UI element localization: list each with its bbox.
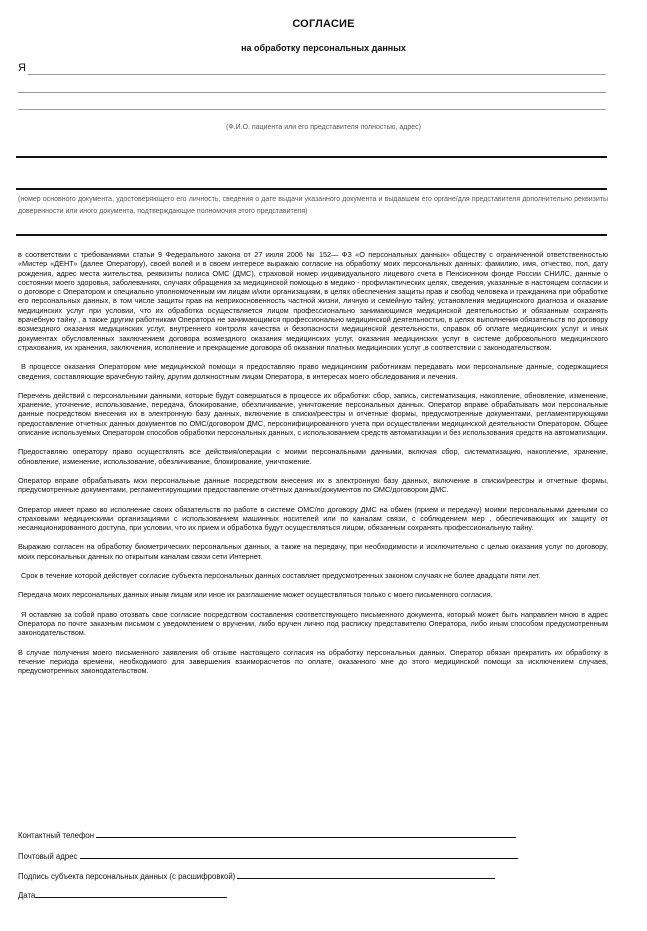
date-input-line[interactable] (35, 890, 227, 898)
phone-input-line[interactable] (96, 830, 516, 838)
paragraph: В процессе оказания Оператором мне медицинской помощи я предоставляю право медицинским работникам передавать мои персональные данные, содержащиеся сведения, составляющие врачебную тайну, другим должностным лицам Оператора, в интересах моего обследования и лечения. (18, 362, 608, 381)
address-label: Почтовый адрес (18, 852, 78, 861)
address-input-line[interactable] (80, 851, 518, 859)
phone-label: Контактный телефон (18, 831, 95, 840)
address-field (18, 851, 518, 861)
date-field (18, 890, 227, 900)
paragraph: в соответствии с требованиями статьи 9 Федерального закона от 27 июля 2006 № 152— ФЗ «О персональных данных» обществу с ограниченной ответственностью «Мистер «ДЕНТ» (далее Оператору), своей волей и в своем интересе выражаю согласие на обработку моих персональных данных: фамилию, имя, отчество, пол, дату рождения, адрес места жительства, реквизиты полиса ОМС (ДМС), страховой номер индивидуального лицевого счета в Пенсионном фонде России СНИЛС, данные о состоянии моего здоровья, заболеваниях, случаях обращения за медицинской помощью в медико - профилактических целях, сведения, указанные в настоящем согласии и о договоре с Оператором и специально уполномоченным им лицам и/или организациям, в целях обеспечения защиты прав и свобод человека и гражданина при обработке его персональных данных, в том числе защиты прав на неприкосновенность частной жизни, личную и семейную тайну, установления медицинского диагноза и оказание медицинских услуг при условии, что их обработка осуществляется лицом профессионально занимающимся медицинской деятельностью и обязанным сохранять врачебную тайну , а также другим работникам Оператора не занимающимся профессионально медицинской деятельностью, в целях выполнения обязательств по договору возмездного оказания медицинских услуг, внутреннего контроля качества и безопасности медицинской деятельности, справок об оплате медицинских услуг и иных документах обусловленных заключением договора возмездного оказания медицинских услуг, оказания медицинских услуг в системе добровольного медицинского страхования, их хранения, заключения, исполнение и прекращение договора об оказании платных медицинских услуг ,в соответствии с законодательством. (18, 250, 608, 352)
paragraph: Срок в течение которой действует согласие субъекта персональных данных составляет предусмотренных законом случаях не более двадцати пяти лет. (21, 571, 541, 581)
name-caption: (Ф.И.О. пациента или его представителя полностью, адрес) (226, 124, 421, 131)
ya-label: Я (18, 62, 26, 74)
paragraph: Выражаю согласен на обработку биометрических персональных данных, а также на передачу, при необходимости и исключительно с целью оказания услуг по договору, моих персональных данных по открытым каналам связи сети Интернет. (18, 542, 608, 561)
document-title: СОГЛАСИЕ (292, 18, 355, 30)
paragraph: В случае получения моего письменного заявления об отзыве настоящего согласия на обработку персональных данных. Оператор обязан прекратить их обработку в течение периода времени, необходимого для завершения взаиморасчетов по оплате, оказанного мне до этого медицинской помощи за исключением случаев, предусмотренных законодательством. (18, 647, 608, 676)
name-line-3[interactable] (18, 109, 606, 110)
paragraph: Оператор имеет право во исполнение своих обязательств по работе в системе ОМС/по договору ДМС на обмен (прием и передачу) моими персональными данными со страховыми медицинскими организациями с использованием машинных носителей или по каналам связи, с соблюдением мер , обеспечивающих их защиту от несанкционированного доступа, при условии, что их прием и обработка будут осуществляться лицом, обязанным сохранять профессиональную тайну. (18, 504, 608, 533)
paragraph: Перечень действий с персональными данными, которые будут совершаться в процессе их обработки: сбор, запись, систематизация, накопление, обновление, изменение, хранение, уточнение, использование, передача, блокирование, обезличивание, уничтожение персональных данных. Оператор вправе обрабатывать мои персональные данные посредством внесения их в электронную базу данных, включение в списки/реестры и отчетные формы, предусмотренные документами, регламентирующими предоставление отчетных данных документов по ОМС/договором ДМС, персонифицированного учета при осуществлении медицинской деятельности Оператором. Общее описание используемых Оператором способов обработки персональных данных, с использованием средств автоматизации и без использования средств на автоматизации. (18, 390, 608, 438)
document-line-2[interactable] (16, 188, 607, 190)
id-caption: (номер основного документа, удостоверяющего его личность, сведения о дате выдачи указанного документа и выдавшем его органе/для представителя дополнительно реквизиты доверенности или иного документа, подтверждающие полномочия этого представителя) (18, 196, 608, 215)
document-line-1[interactable] (16, 156, 607, 158)
paragraph: Оператор вправе обрабатывать мои персональные данные посредством внесения их в электронную базу данных, включение в списки/реестры и отчетные формы, предусмотренные документами, регламентирующими предоставление отчётных данных/документов по ОМС/договором ДМС. (18, 475, 608, 495)
document-subtitle: на обработку персональных данных (241, 43, 406, 53)
paragraph: Предоставляю оператору право осуществлять все действия/операции с моими персональными данными, включая сбор, систематизацию, накопление, хранение, обновление, изменение, использование, обезличивание, блокирование, уничтожение. (18, 447, 608, 466)
signature-field (18, 871, 495, 881)
document-line-3[interactable] (16, 234, 607, 236)
name-line-2[interactable] (18, 92, 606, 93)
phone-field (18, 830, 516, 840)
paragraph: Я оставляю за собой право отозвать свое согласие посредством составления соответствующего письменного документа, который может быть направлен мною в адрес Оператора по почте заказным письмом с уведомлением о вручении, либо вручен лично под расписку представителю Оператора, либо иным способом предусмотренным законодательством. (18, 609, 608, 638)
consent-body (18, 250, 608, 685)
date-label: Дата (18, 891, 36, 900)
signature-label: Подпись субъекта персональных данных (с расшифровкой) (18, 872, 236, 881)
paragraph: Передача моих персональных данных иным лицам или иное их разглашение может осуществляться только с моего письменного согласия. (18, 590, 493, 600)
name-line-1[interactable] (28, 74, 606, 75)
signature-input-line[interactable] (237, 871, 495, 879)
